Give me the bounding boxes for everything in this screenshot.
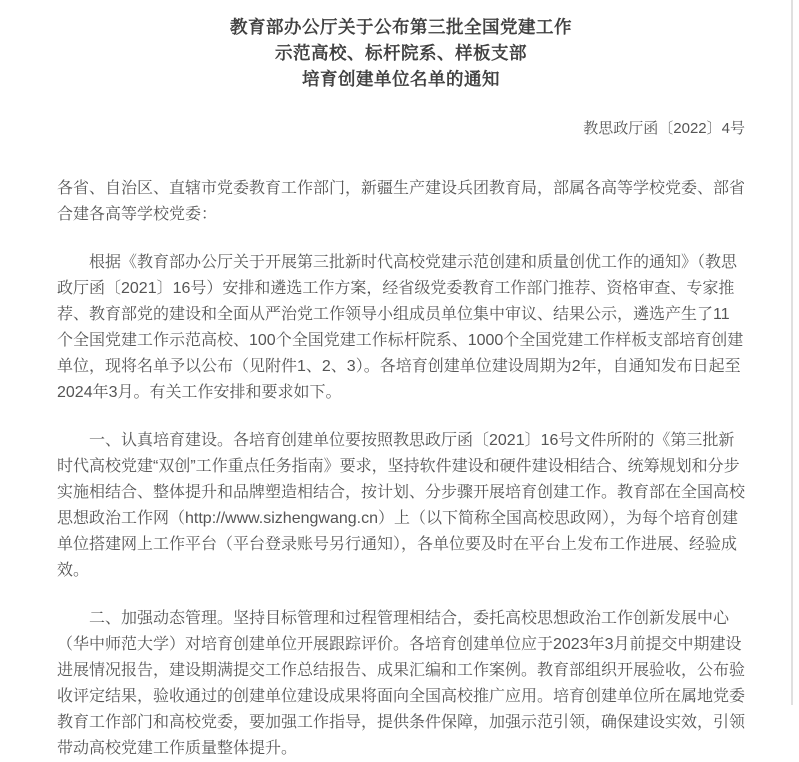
document-title-line-3: 培育创建单位名单的通知: [302, 69, 500, 89]
paragraph-point-2-dynamic-management: 二、加强动态管理。坚持目标管理和过程管理相结合，委托高校思想政治工作创新发展中心（华中师范大学）对培育创建单位开展跟踪评价。各培育创建单位应于2023年3月前提交中期建设进展情况报告，建设期满提交工作总结报告、成果汇编和工作案例。教育部组织开展验收，公布验收评定结果，验收通过的创建单位建设成果将面向全国高校推广应用。培育创建单位所在属地党委教育工作部门和高校党委，要加强工作指导，提供条件保障，加强示范引领，确保建设实效，引领带动高校党建工作质量整体提升。: [57, 610, 746, 757]
document-number: 教思政厅函〔2022〕4号: [583, 120, 745, 137]
document-body: [57, 176, 745, 762]
paragraph-intro: 根据《教育部办公厅关于开展第三批新时代高校党建示范创建和质量创优工作的通知》（教思政厅函〔2021〕16号）安排和遴选工作方案，经省级党委教育工作部门推荐、资格审查、专家推荐、教育部党的建设和全面从严治党工作领导小组成员单位集中审议、结果公示，遴选产生了11个全国党建工作示范高校、100个全国党建工作标杆院系、1000个全国党建工作样板支部培育创建单位，现将名单予以公布（见附件1、2、3）。各培育创建单位建设周期为2年，自通知发布日起至2024年3月。有关工作安排和要求如下。: [57, 254, 744, 401]
document-title-line-2: 示范高校、标杆院系、样板支部: [275, 43, 527, 63]
paragraph-point-1-cultivation: 一、认真培育建设。各培育创建单位要按照教思政厅函〔2021〕16号文件所附的《第三批新时代高校党建“双创”工作重点任务指南》要求，坚持软件建设和硬件建设相结合、统筹规划和分步实施相结合、整体提升和品牌塑造相结合，按计划、分步骤开展培育创建工作。教育部在全国高校思想政治工作网（http://www.sizhengwang.cn）上（以下简称全国高校思政网），为每个培育创建单位搭建网上工作平台（平台登录账号另行通知），各单位要及时在平台上发布工作进展、经验成效。: [57, 432, 746, 579]
document-title-line-1: 教育部办公厅关于公布第三批全国党建工作: [230, 17, 572, 37]
paragraph-addressees: 各省、自治区、直辖市党委教育工作部门，新疆生产建设兵团教育局，部属各高等学校党委、部省合建各高等学校党委：: [57, 180, 746, 223]
document-title: [57, 12, 745, 92]
